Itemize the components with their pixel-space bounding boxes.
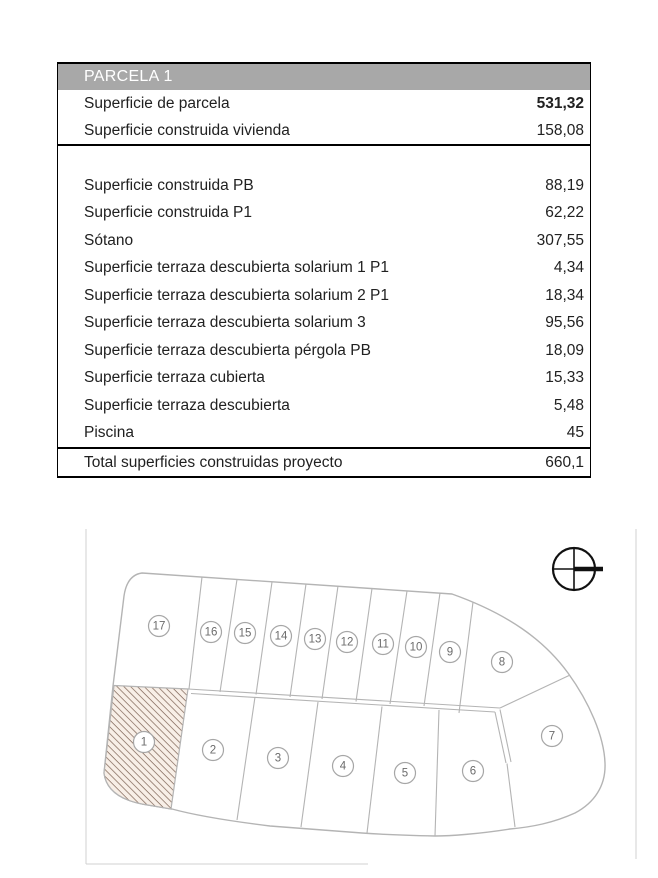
row-value: 95,56 [545, 314, 584, 332]
badge-number: 6 [469, 765, 477, 778]
row-label: Superficie terraza descubierta pérgola PB [84, 341, 371, 359]
parcel-badge-10 [406, 637, 427, 658]
badge-number: 9 [446, 646, 454, 659]
parcel-badge-13 [305, 629, 326, 650]
table-row [58, 172, 590, 200]
badge-number: 4 [339, 760, 347, 773]
badge-number: 11 [377, 638, 389, 651]
blank-row [58, 146, 590, 172]
row-value: 62,22 [545, 204, 584, 222]
row-value: 18,34 [545, 286, 584, 304]
table-header: PARCELA 1 [58, 64, 590, 90]
row-value: 307,55 [536, 231, 584, 249]
parcel-badge-14 [271, 626, 292, 647]
row-value: 18,09 [545, 341, 584, 359]
row-label: Superficie terraza descubierta [84, 396, 290, 414]
row-label: Superficie construida P1 [84, 204, 253, 222]
table-row [58, 117, 590, 144]
row-label: Superficie de parcela [84, 94, 230, 112]
table-total-row [58, 447, 590, 476]
parcel-badge-15 [235, 623, 256, 644]
parcel-badge-9 [440, 642, 461, 663]
row-label: Superficie terraza descubierta solarium 2 P1 [84, 286, 389, 304]
parcel-badge-1 [134, 732, 155, 753]
table-row [58, 90, 590, 117]
row-value: 88,19 [545, 176, 584, 194]
row-value: 45 [566, 424, 584, 442]
parcel-badge-7 [542, 726, 563, 747]
table-row [58, 337, 590, 365]
badge-number: 1 [140, 736, 148, 749]
badge-number: 7 [548, 730, 556, 743]
parcel-badge-4 [333, 756, 354, 777]
surface-table [57, 62, 591, 478]
row-label: Piscina [84, 424, 134, 442]
row-value: 531,32 [536, 94, 584, 112]
parcel-badge-6 [463, 761, 484, 782]
parcel-badge-2 [203, 740, 224, 761]
row-label: Sótano [84, 231, 134, 249]
table-row [58, 310, 590, 338]
row-value: 158,08 [536, 121, 584, 139]
row-label: Superficie construida vivienda [84, 121, 290, 139]
badge-number: 12 [340, 636, 354, 649]
north-compass-icon [553, 548, 604, 591]
site-plan [80, 520, 640, 870]
row-value: 5,48 [553, 396, 584, 414]
total-value: 660,1 [545, 453, 584, 471]
badge-number: 8 [498, 656, 506, 669]
row-label: Superficie terraza cubierta [84, 369, 265, 387]
row-value: 15,33 [545, 369, 584, 387]
badge-number: 15 [238, 627, 252, 640]
table-row [58, 392, 590, 420]
row-value: 4,34 [553, 259, 584, 277]
row-label: Superficie terraza descubierta solarium 3 [84, 314, 366, 332]
parcel-badge-8 [492, 652, 513, 673]
table-row [58, 282, 590, 310]
total-label: Total superficies construidas proyecto [84, 453, 343, 471]
parcel-badge-3 [268, 748, 289, 769]
badge-number: 13 [308, 633, 322, 646]
parcel-badge-5 [395, 763, 416, 784]
badge-number: 17 [152, 620, 166, 633]
row-label: Superficie terraza descubierta solarium 1 P1 [84, 259, 389, 277]
parcel-badge-16 [201, 622, 222, 643]
badge-number: 2 [209, 744, 217, 757]
row-label: Superficie construida PB [84, 176, 254, 194]
table-row [58, 200, 590, 228]
table-row [58, 420, 590, 448]
table-row [58, 365, 590, 393]
badge-number: 10 [409, 641, 423, 654]
table-row [58, 255, 590, 283]
table-row [58, 227, 590, 255]
badge-number: 3 [274, 752, 282, 765]
parcel-badge-17 [149, 616, 170, 637]
badge-number: 16 [204, 626, 218, 639]
badge-number: 14 [274, 630, 288, 643]
parcel-badge-11 [373, 634, 394, 655]
badge-number: 5 [401, 767, 409, 780]
parcel-badge-12 [337, 632, 358, 653]
